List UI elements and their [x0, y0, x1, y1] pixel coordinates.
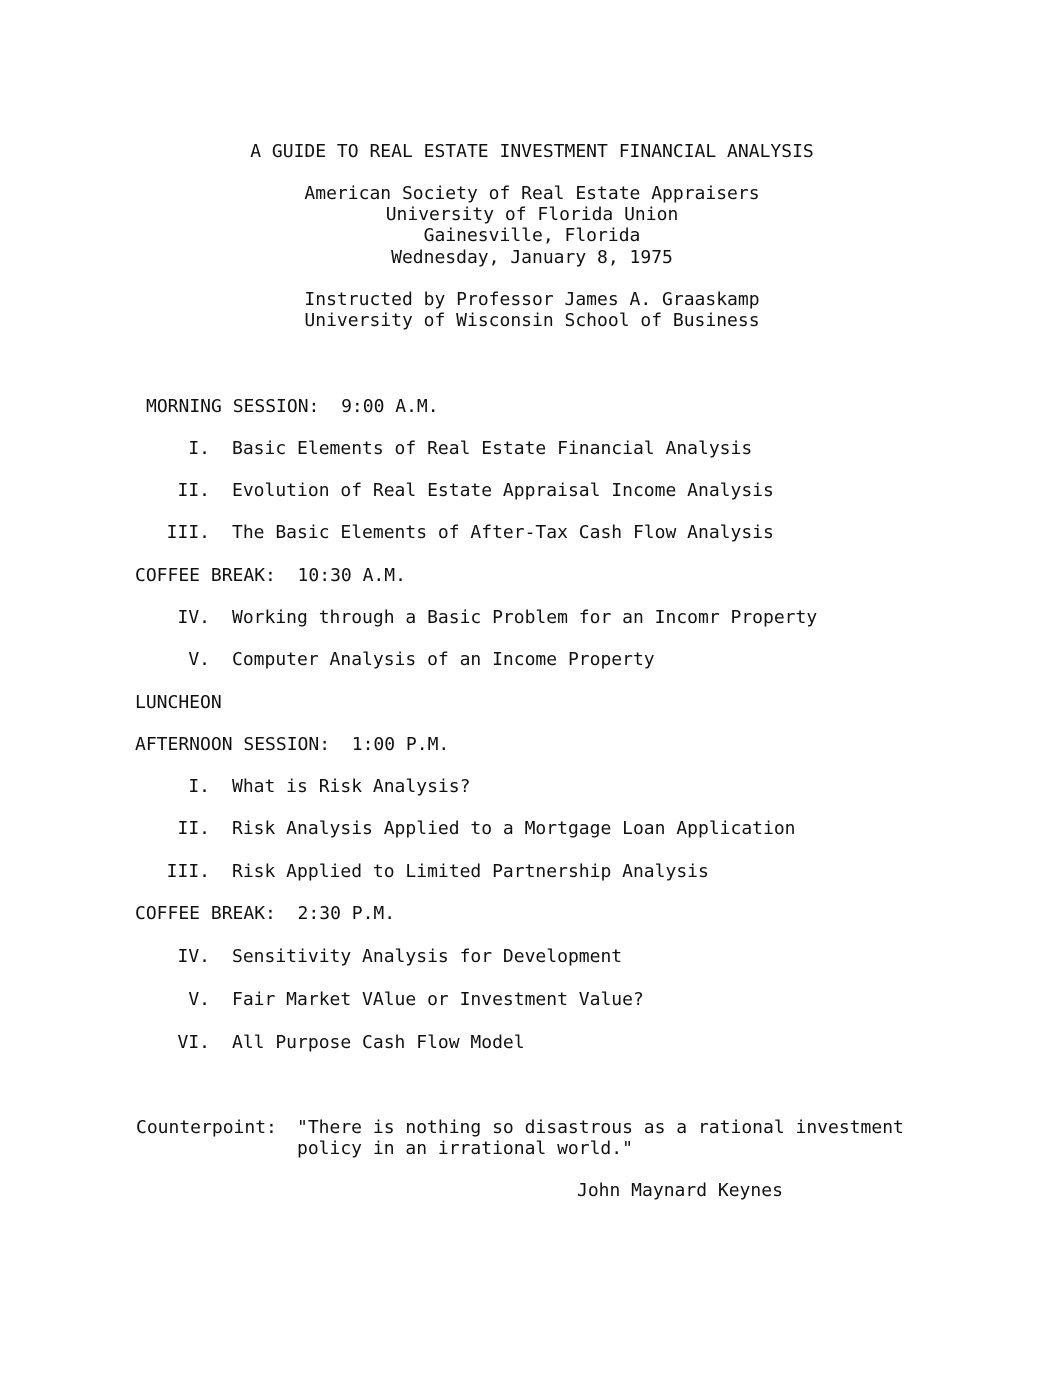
agenda-item-number: I. [188, 776, 210, 797]
agenda-item-number: IV. [177, 607, 210, 628]
agenda-item-number: III. [166, 861, 210, 882]
agenda-item-text: Fair Market VAlue or Investment Value? [232, 989, 644, 1010]
agenda-item-text: The Basic Elements of After-Tax Cash Flow Analysis [232, 522, 774, 543]
agenda-item-text: Evolution of Real Estate Appraisal Income Analysis [232, 480, 774, 501]
agenda-item-text: Working through a Basic Problem for an Incomr Property [232, 607, 818, 628]
instructor-school: University of Wisconsin School of Business [304, 310, 760, 331]
agenda-item-number: V. [188, 649, 210, 670]
city: Gainesville, Florida [423, 225, 641, 246]
morning-session-heading: MORNING SESSION: 9:00 A.M. [146, 396, 439, 417]
quote-line-2: policy in an irrational world." [297, 1138, 633, 1159]
event-date: Wednesday, January 8, 1975 [391, 247, 673, 268]
agenda-item-number: II. [177, 818, 210, 839]
agenda-item-number: IV. [177, 946, 210, 967]
agenda-item-text: Basic Elements of Real Estate Financial Analysis [232, 438, 753, 459]
agenda-item-number: V. [188, 989, 210, 1010]
venue: University of Florida Union [385, 204, 679, 225]
agenda-item-number: II. [177, 480, 210, 501]
luncheon: LUNCHEON [135, 692, 222, 713]
agenda-item-number: VI. [177, 1032, 210, 1053]
agenda-item-text: Sensitivity Analysis for Development [232, 946, 623, 967]
quote-author: John Maynard Keynes [577, 1180, 783, 1201]
document-title: A GUIDE TO REAL ESTATE INVESTMENT FINANCIAL ANALYSIS [250, 141, 814, 162]
agenda-item-text: Risk Applied to Limited Partnership Analysis [232, 861, 709, 882]
instructor: Instructed by Professor James A. Graaskamp [304, 289, 760, 310]
agenda-item-number: I. [188, 438, 210, 459]
afternoon-session-heading: AFTERNOON SESSION: 1:00 P.M. [135, 734, 450, 755]
agenda-item-number: III. [166, 522, 210, 543]
afternoon-coffee-break: COFFEE BREAK: 2:30 P.M. [135, 903, 396, 924]
agenda-item-text: All Purpose Cash Flow Model [232, 1032, 525, 1053]
morning-coffee-break: COFFEE BREAK: 10:30 A.M. [135, 565, 406, 586]
counterpoint-label: Counterpoint: [136, 1117, 277, 1138]
quote-line-1: "There is nothing so disastrous as a rational investment [297, 1117, 904, 1138]
society-name: American Society of Real Estate Appraisers [304, 183, 760, 204]
agenda-item-text: What is Risk Analysis? [232, 776, 471, 797]
agenda-item-text: Computer Analysis of an Income Property [232, 649, 655, 670]
agenda-item-text: Risk Analysis Applied to a Mortgage Loan Application [232, 818, 796, 839]
